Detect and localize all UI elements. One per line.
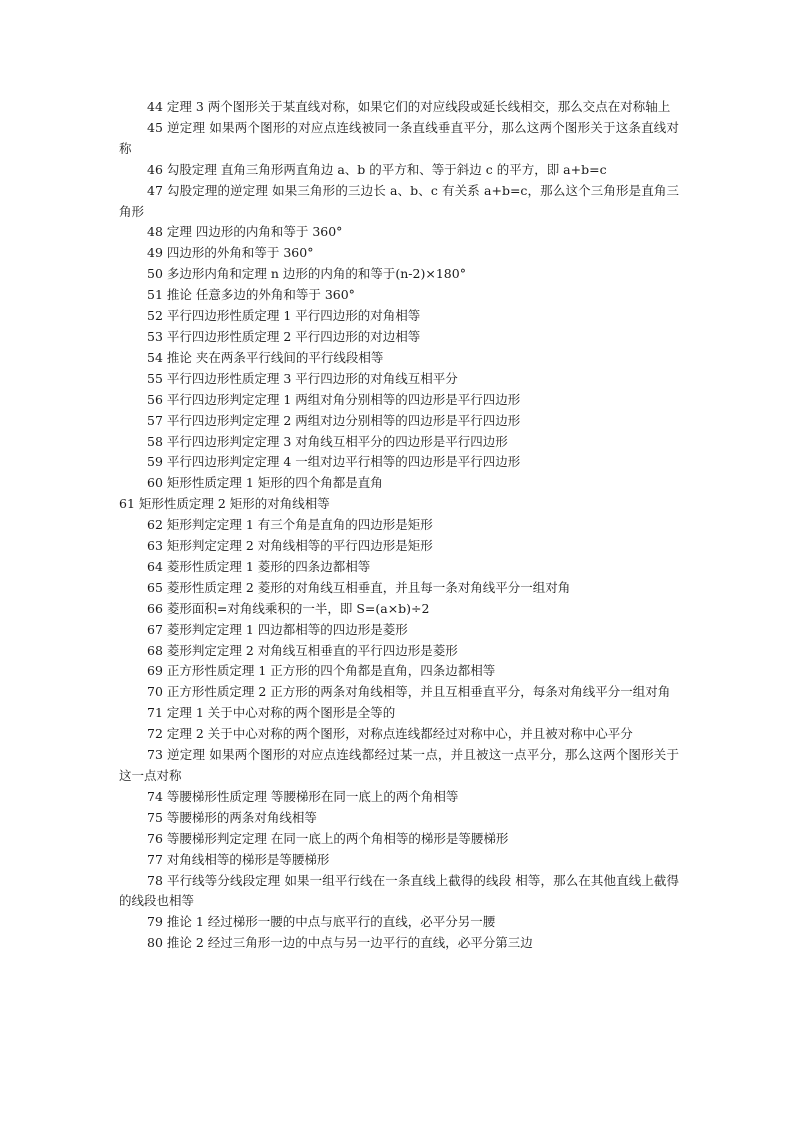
theorem-paragraph: 53 平行四边形性质定理 2 平行四边形的对边相等 xyxy=(147,328,421,344)
theorem-paragraph: 45 逆定理 如果两个图形的对应点连线被同一条直线垂直平分，那么这两个图形关于这条直线对称 xyxy=(119,119,679,156)
theorem-list xyxy=(119,97,679,954)
theorem-paragraph: 44 定理 3 两个图形关于某直线对称，如果它们的对应线段或延长线相交，那么交点在对称轴上 xyxy=(147,99,671,114)
theorem-paragraph: 55 平行四边形性质定理 3 平行四边形的对角线互相平分 xyxy=(147,370,458,386)
theorem-paragraph: 65 菱形性质定理 2 菱形的对角线互相垂直，并且每一条对角线平分一组对角 xyxy=(147,579,571,595)
theorem-paragraph: 79 推论 1 经过梯形一腰的中点与底平行的直线，必平分另一腰 xyxy=(147,914,496,930)
theorem-paragraph: 58 平行四边形判定定理 3 对角线互相平分的四边形是平行四边形 xyxy=(147,433,508,449)
theorem-paragraph: 71 定理 1 关于中心对称的两个图形是全等的 xyxy=(147,705,396,721)
theorem-paragraph: 70 正方形性质定理 2 正方形的两条对角线相等，并且互相垂直平分，每条对角线平分一组对角 xyxy=(147,684,671,700)
theorem-paragraph: 68 菱形判定定理 2 对角线互相垂直的平行四边形是菱形 xyxy=(147,642,458,658)
theorem-paragraph: 64 菱形性质定理 1 菱形的四条边都相等 xyxy=(147,558,371,574)
theorem-paragraph: 48 定理 四边形的内角和等于 360° xyxy=(147,224,343,240)
theorem-paragraph: 62 矩形判定定理 1 有三个角是直角的四边形是矩形 xyxy=(147,517,433,533)
theorem-paragraph: 80 推论 2 经过三角形一边的中点与另一边平行的直线，必平分第三边 xyxy=(147,935,533,951)
theorem-paragraph: 69 正方形性质定理 1 正方形的四个角都是直角，四条边都相等 xyxy=(147,663,496,679)
theorem-paragraph: 52 平行四边形性质定理 1 平行四边形的对角相等 xyxy=(147,308,421,324)
theorem-paragraph: 75 等腰梯形的两条对角线相等 xyxy=(147,809,317,825)
theorem-paragraph: 57 平行四边形判定定理 2 两组对边分别相等的四边形是平行四边形 xyxy=(147,412,521,428)
theorem-paragraph: 67 菱形判定定理 1 四边都相等的四边形是菱形 xyxy=(147,621,408,637)
theorem-paragraph: 63 矩形判定定理 2 对角线相等的平行四边形是矩形 xyxy=(147,538,433,554)
theorem-paragraph: 77 对角线相等的梯形是等腰梯形 xyxy=(147,851,330,867)
theorem-paragraph: 72 定理 2 关于中心对称的两个图形，对称点连线都经过对称中心，并且被对称中心平分 xyxy=(147,726,633,742)
theorem-paragraph: 59 平行四边形判定定理 4 一组对边平行相等的四边形是平行四边形 xyxy=(147,454,521,470)
theorem-paragraph: 46 勾股定理 直角三角形两直角边 a、b 的平方和、等于斜边 c 的平方，即 a+b=c xyxy=(147,161,607,177)
theorem-paragraph: 56 平行四边形判定定理 1 两组对角分别相等的四边形是平行四边形 xyxy=(147,391,521,407)
theorem-paragraph: 54 推论 夹在两条平行线间的平行线段相等 xyxy=(147,349,384,365)
theorem-paragraph: 51 推论 任意多边的外角和等于 360° xyxy=(147,287,355,303)
theorem-paragraph: 47 勾股定理的逆定理 如果三角形的三边长 a、b、c 有关系 a+b=c，那么这个三角形是直角三角形 xyxy=(119,182,679,219)
theorem-paragraph: 73 逆定理 如果两个图形的对应点连线都经过某一点，并且被这一点平分，那么这两个图形关于这一点对称 xyxy=(119,747,679,783)
theorem-paragraph: 61 矩形性质定理 2 矩形的对角线相等 xyxy=(119,496,330,512)
theorem-paragraph: 66 菱形面积=对角线乘积的一半，即 S=(a×b)÷2 xyxy=(147,600,430,616)
theorem-paragraph: 76 等腰梯形判定定理 在同一底上的两个角相等的梯形是等腰梯形 xyxy=(147,830,509,846)
theorem-paragraph: 50 多边形内角和定理 n 边形的内角的和等于(n-2)×180° xyxy=(147,266,466,282)
theorem-paragraph: 60 矩形性质定理 1 矩形的四个角都是直角 xyxy=(147,475,383,491)
theorem-paragraph: 74 等腰梯形性质定理 等腰梯形在同一底上的两个角相等 xyxy=(147,788,459,804)
theorem-paragraph: 78 平行线等分线段定理 如果一组平行线在一条直线上截得的线段 相等，那么在其他直线上截得的线段也相等 xyxy=(119,872,679,909)
theorem-paragraph: 49 四边形的外角和等于 360° xyxy=(147,245,314,261)
